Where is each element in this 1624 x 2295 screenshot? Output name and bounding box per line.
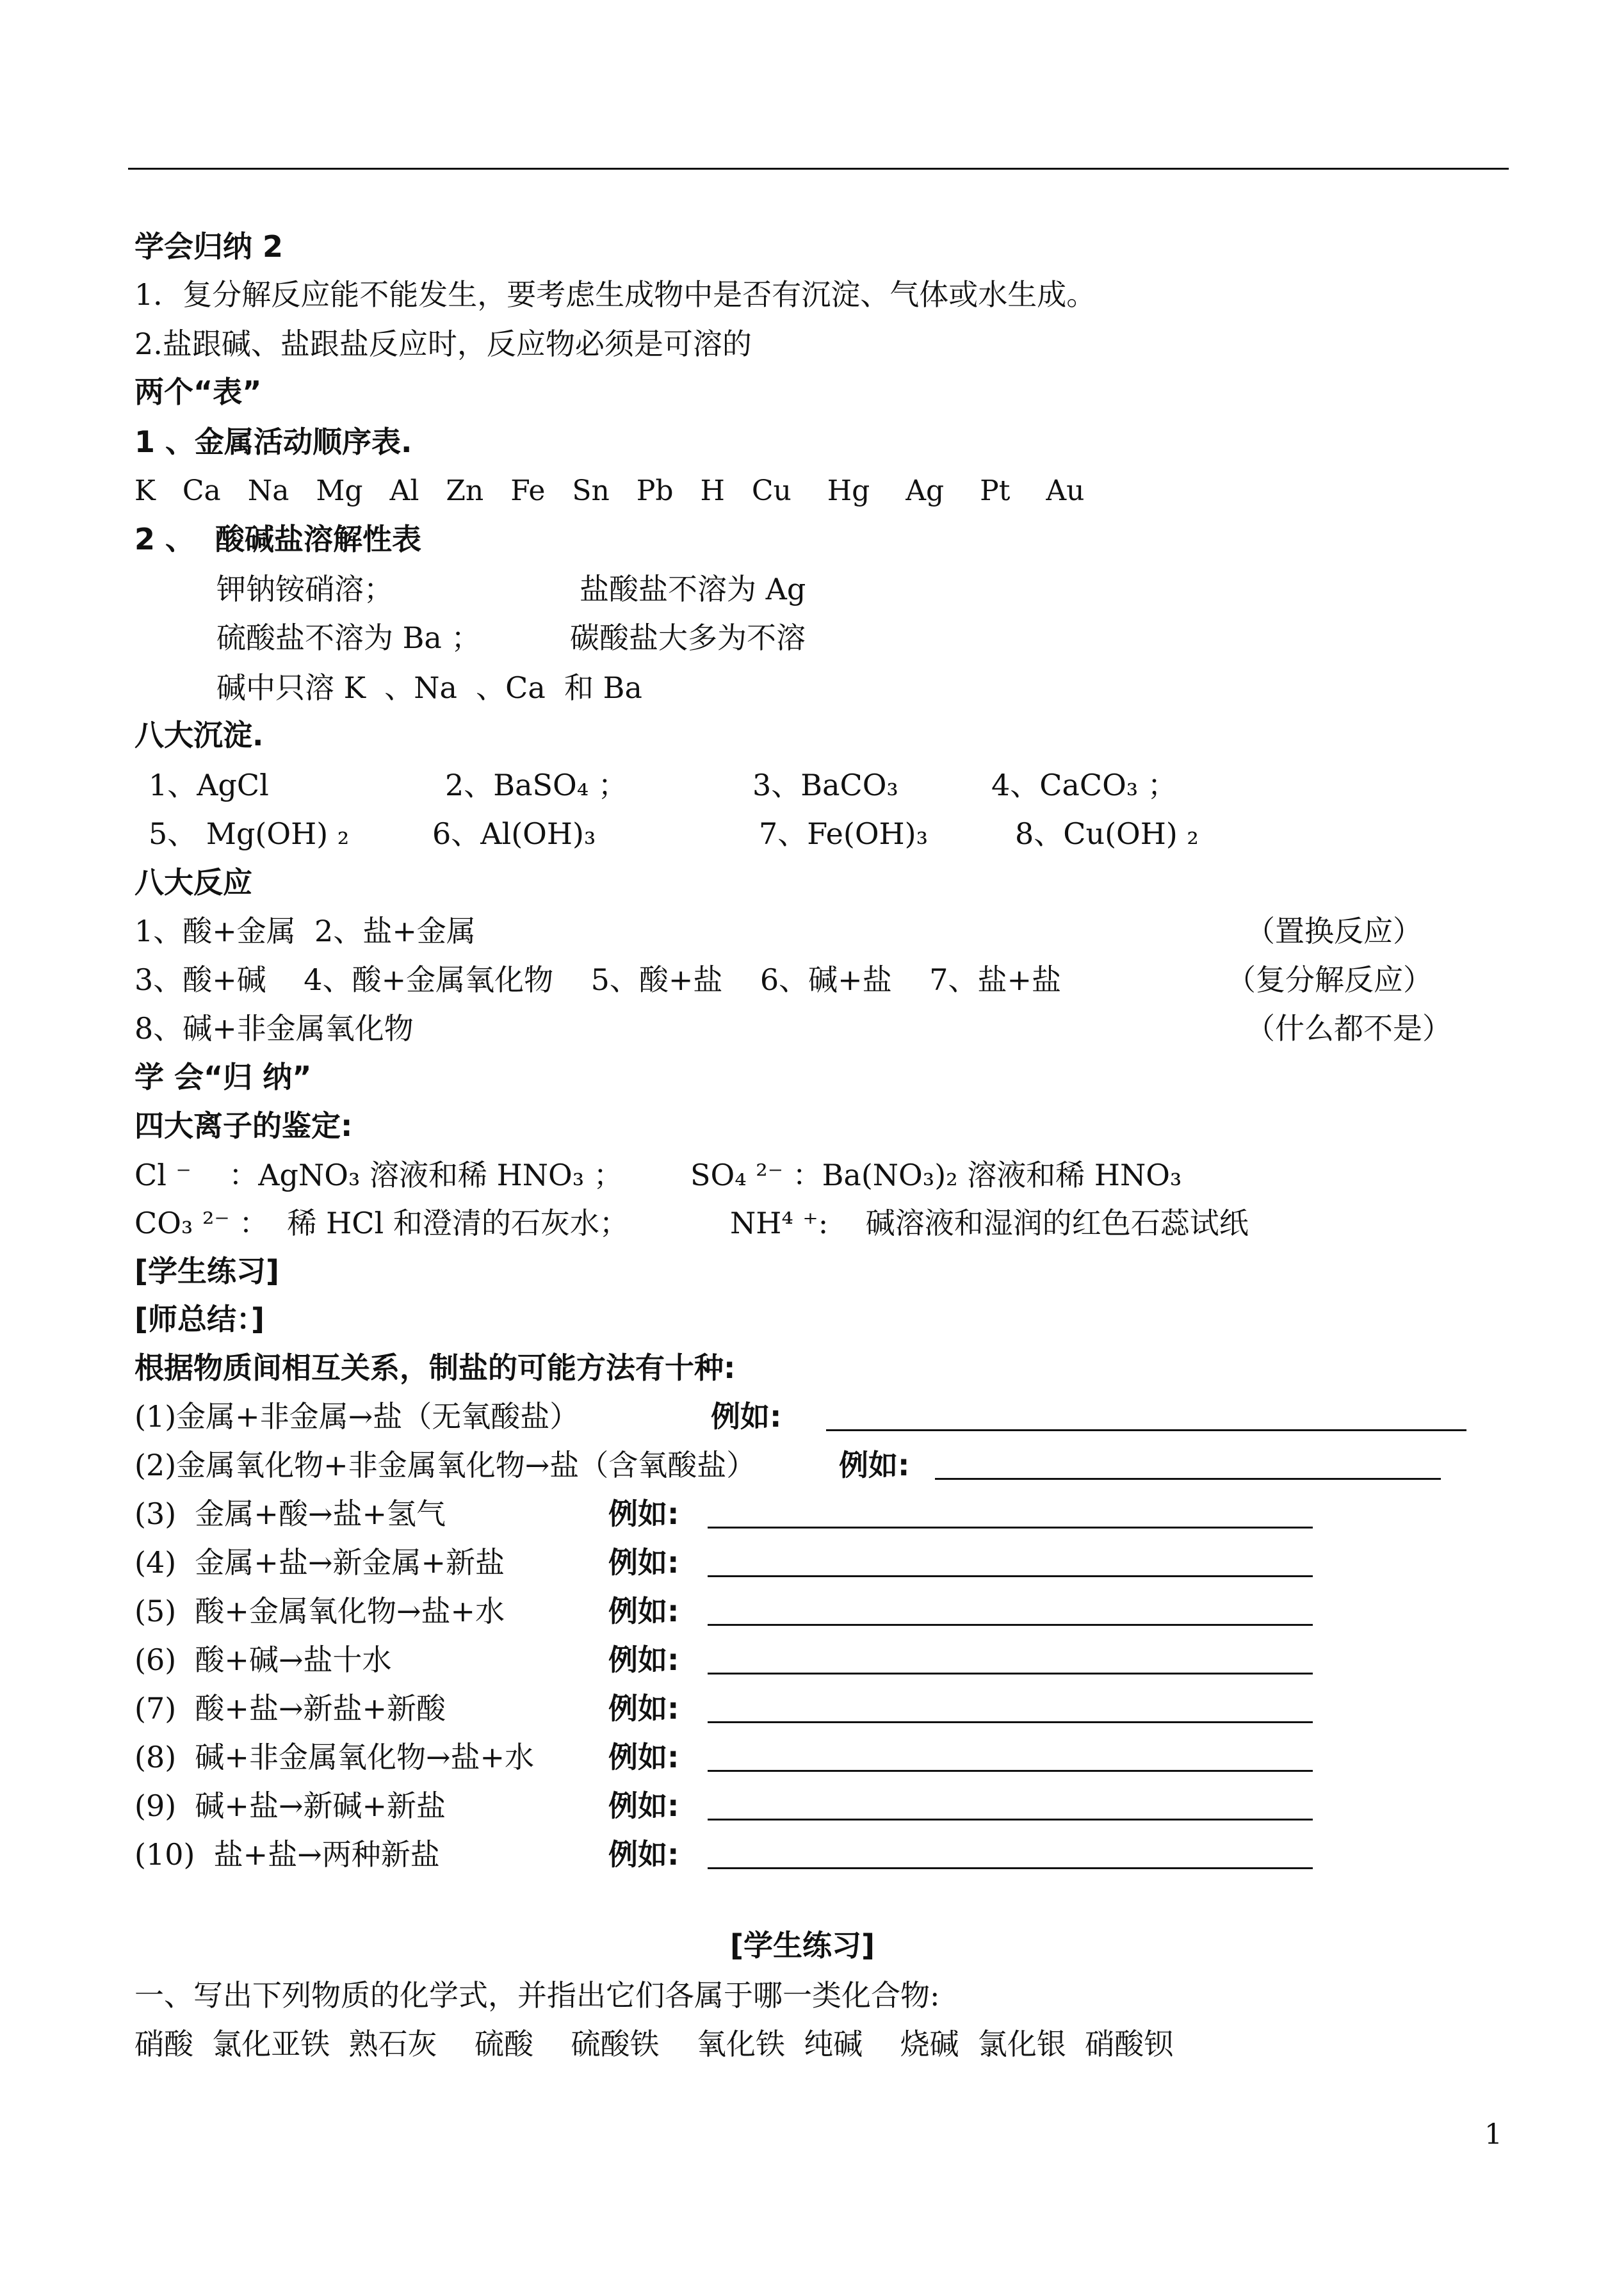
heading-induction-2: 学会归纳 2 [134, 229, 284, 264]
answer-blank[interactable] [708, 1819, 1313, 1821]
precipitate-item: 8、Cu(OH) ₂ [1015, 816, 1199, 851]
method-item: (1)金属+非金属→盐（无氧酸盐） [134, 1399, 580, 1434]
precipitate-item: 5、 Mg(OH) ₂ [149, 816, 350, 851]
ion-test-so4: SO₄ ²⁻ ：Ba(NO₃)₂ 溶液和稀 HNO₃ [690, 1158, 1182, 1192]
answer-blank[interactable] [708, 1575, 1313, 1577]
answer-blank[interactable] [826, 1429, 1466, 1431]
reaction-line-3: 8、碱+非金属氧化物 [134, 1011, 414, 1046]
answer-blank[interactable] [708, 1673, 1313, 1675]
method-item: (6) 酸+碱→盐十水 [134, 1642, 392, 1677]
answer-blank[interactable] [708, 1867, 1313, 1869]
solubility-rule-a: 钾钠铵硝溶； [216, 572, 393, 606]
precipitate-item: 6、Al(OH)₃ [432, 816, 596, 851]
solubility-rule-c: 硫酸盐不溶为 Ba ； [216, 620, 481, 655]
rule-line-2: 2.盐跟碱、盐跟盐反应时，反应物必须是可溶的 [134, 327, 752, 361]
precipitate-item: 3、BaCO₃ [752, 768, 898, 802]
method-item: (8) 碱+非金属氧化物→盐+水 [134, 1740, 535, 1774]
method-item: (7) 酸+盐→新盐+新酸 [134, 1691, 446, 1726]
solubility-rule-e: 碱中只溶 K 、Na 、Ca 和 Ba [216, 670, 642, 705]
induce-heading: 学 会“归 纳” [134, 1060, 312, 1094]
solubility-rule-b: 盐酸盐不溶为 Ag [580, 572, 806, 606]
precipitate-item: 7、Fe(OH)₃ [759, 816, 929, 851]
solubility-heading: 2 、 酸碱盐溶解性表 [134, 522, 422, 556]
example-label: 例如: [608, 1642, 679, 1677]
example-label: 例如: [608, 1545, 679, 1580]
precipitates-heading: 八大沉淀. [134, 718, 264, 752]
example-label: 例如: [608, 1837, 679, 1872]
answer-blank[interactable] [708, 1527, 1313, 1529]
two-tables-heading: 两个“表” [134, 375, 262, 409]
reaction-type-2: （复分解反应） [1226, 962, 1433, 997]
activity-series: K Ca Na Mg Al Zn Fe Sn Pb H Cu Hg Ag Pt Au [134, 474, 1085, 507]
ions-heading: 四大离子的鉴定: [134, 1108, 353, 1143]
rule-line-1: 1．复分解反应能不能发生，要考虑生成物中是否有沉淀、气体或水生成。 [134, 277, 1096, 312]
question-1: 一、写出下列物质的化学式，并指出它们各属于哪一类化合物: [134, 1978, 940, 2013]
reaction-type-1: （置换反应） [1246, 914, 1422, 948]
method-item: (9) 碱+盐→新碱+新盐 [134, 1788, 446, 1823]
method-item: (4) 金属+盐→新金属+新盐 [134, 1545, 505, 1580]
answer-blank[interactable] [708, 1624, 1313, 1626]
student-practice-center: [学生练习] [730, 1928, 875, 1963]
header-rule [128, 168, 1509, 170]
example-label: 例如: [608, 1788, 679, 1823]
answer-blank[interactable] [708, 1721, 1313, 1723]
reactions-heading: 八大反应 [134, 865, 252, 900]
teacher-summary-label: [师总结：] [134, 1302, 265, 1336]
answer-blank[interactable] [935, 1478, 1441, 1480]
ion-test-nh4: NH⁴ ⁺: 碱溶液和湿润的红色石蕊试纸 [730, 1206, 1249, 1240]
ion-test-co3: CO₃ ²⁻ ： 稀 HCl 和澄清的石灰水； [134, 1206, 629, 1240]
precipitate-item: 2、BaSO₄ ； [445, 768, 628, 802]
example-label: 例如: [839, 1448, 910, 1482]
activity-series-heading: 1 、金属活动顺序表. [134, 425, 412, 459]
example-label: 例如: [711, 1399, 782, 1434]
example-label: 例如: [608, 1691, 679, 1726]
method-item: (5) 酸+金属氧化物→盐+水 [134, 1594, 505, 1628]
reaction-line-2: 3、酸+碱 4、酸+金属氧化物 5、酸+盐 6、碱+盐 7、盐+盐 [134, 962, 1062, 997]
method-item: (2)金属氧化物+非金属氧化物→盐（含氧酸盐） [134, 1448, 756, 1482]
method-item: (3) 金属+酸→盐+氢气 [134, 1496, 446, 1531]
example-label: 例如: [608, 1594, 679, 1628]
method-item: (10) 盐+盐→两种新盐 [134, 1837, 440, 1872]
student-practice-label: [学生练习] [134, 1254, 280, 1288]
answer-blank[interactable] [708, 1770, 1313, 1772]
precipitate-item: 4、CaCO₃ ； [991, 768, 1177, 802]
precipitate-item: 1、AgCl [149, 768, 269, 802]
reaction-line-1: 1、酸+金属 2、盐+金属 [134, 914, 476, 948]
reaction-type-3: （什么都不是） [1246, 1011, 1452, 1046]
methods-heading: 根据物质间相互关系，制盐的可能方法有十种: [134, 1350, 736, 1385]
page-number: 1 [1484, 2118, 1502, 2151]
example-label: 例如: [608, 1496, 679, 1531]
ion-test-cl: Cl ⁻ ：AgNO₃ 溶液和稀 HNO₃ ； [134, 1158, 623, 1192]
substance-list: 硝酸 氯化亚铁 熟石灰 硫酸 硫酸铁 氧化铁 纯碱 烧碱 氯化银 硝酸钡 [134, 2027, 1174, 2061]
example-label: 例如: [608, 1740, 679, 1774]
solubility-rule-d: 碳酸盐大多为不溶 [570, 620, 806, 655]
